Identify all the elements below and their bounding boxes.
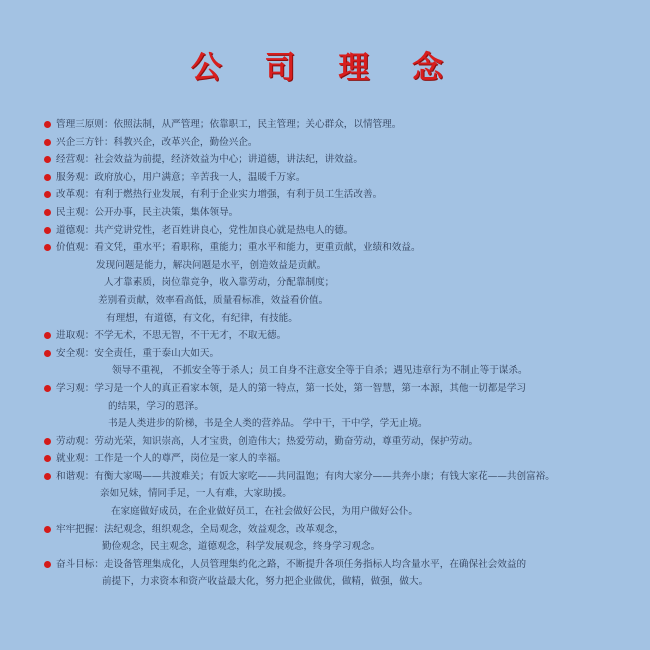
item-text: 民主观：公开办事，民主决策，集体领导。 — [56, 206, 239, 218]
list-item — [44, 468, 638, 521]
bullet-dot-icon — [44, 227, 51, 234]
bullet-dot-icon — [44, 156, 51, 163]
item-text: 经营观：社会效益为前提，经济效益为中心；讲道德，讲法纪，讲效益。 — [56, 154, 363, 166]
list-item — [44, 204, 638, 222]
item-text: 服务观：政府放心，用户满意；辛苦我一人，温暖千万家。 — [56, 171, 306, 183]
list-item — [44, 327, 638, 345]
list-item — [44, 222, 638, 240]
item-text: 价值观：看文凭，重水平；看职称，重能力；重水平和能力，更重贡献，业绩和效益。 — [56, 242, 421, 254]
list-item — [44, 116, 638, 134]
bullet-dot-icon — [44, 209, 51, 216]
item-continuation: 在家庭做好成员，在企业做好员工，在社会做好公民，为用户做好公仆。 — [111, 506, 418, 518]
list-item — [44, 134, 638, 152]
item-continuation: 前提下，力求资本和资产收益最大化，努力把企业做优，做精，做强，做大。 — [102, 576, 429, 588]
list-item — [44, 186, 638, 204]
list-item — [44, 556, 638, 591]
bullet-dot-icon — [44, 385, 51, 392]
item-continuation: 亲如兄妹，情同手足，一人有难，大家助援。 — [100, 488, 292, 500]
item-text: 进取观：不学无术，不思无智，不干无才，不取无德。 — [56, 330, 287, 342]
bullet-dot-icon — [44, 121, 51, 128]
list-item — [44, 380, 638, 433]
item-text: 学习观：学习是一个人的真正看家本领，是人的第一特点，第一长处，第一智慧，第一本源，其他一切都是学习 — [56, 382, 527, 394]
bullet-dot-icon — [44, 455, 51, 462]
bullet-dot-icon — [44, 350, 51, 357]
item-text: 奋斗目标：走设备管理集成化，人员管理集约化之路，不断提升各项任务指标人均含量水平，在确保社会效益的 — [56, 558, 527, 570]
item-text: 牢牢把握：法纪观念，组织观念，全局观念，效益观念，改革观念， — [56, 523, 344, 535]
list-item — [44, 239, 638, 327]
list-item — [44, 169, 638, 187]
item-continuation: 的结果，学习的恩泽。 — [108, 400, 204, 412]
list-item — [44, 433, 638, 451]
bullet-dot-icon — [44, 174, 51, 181]
item-continuation: 差别看贡献，效率看高低，质量看标准，效益看价值。 — [98, 294, 329, 306]
item-continuation: 人才靠素质，岗位靠竞争，收入靠劳动，分配靠制度； — [104, 277, 335, 289]
item-continuation: 领导不重视， 不抓安全等于杀人；员工自身不注意安全等于自杀；遇见违章行为不制止等于谋杀。 — [112, 365, 528, 377]
item-text: 改革观：有利于燃热行业发展，有利于企业实力增强，有利于员工生活改善。 — [56, 189, 383, 201]
bullet-dot-icon — [44, 244, 51, 251]
item-continuation: 勤俭观念，民主观念，道德观念，科学发展观念，终身学习观念。 — [102, 541, 381, 553]
item-text: 劳动观：劳动光荣，知识崇高，人才宝贵，创造伟大；热爱劳动，勤奋劳动，尊重劳动，保护劳动。 — [56, 435, 479, 447]
item-text: 和谐观：有衡大家喝——共渡难关；有饭大家吃——共同温饱；有肉大家分——共奔小康；有钱大家花——共创富裕。 — [56, 470, 555, 482]
item-continuation: 有理想，有道德，有文化，有纪律，有技能。 — [106, 312, 298, 324]
bullet-dot-icon — [44, 332, 51, 339]
item-text: 道德观：共产党讲党性，老百姓讲良心，党性加良心就是热电人的德。 — [56, 224, 354, 236]
item-continuation: 发现问题是能力，解决问题是水平，创造效益是贡献。 — [96, 259, 327, 271]
item-continuation: 书是人类进步的阶梯，书是全人类的营养品。 学中干，干中学，学无止境。 — [108, 418, 428, 430]
list-item — [44, 151, 638, 169]
bullet-dot-icon — [44, 473, 51, 480]
item-text: 兴企三方针：科教兴企，改革兴企，勤俭兴企。 — [56, 136, 258, 148]
bullet-dot-icon — [44, 191, 51, 198]
page-title: 公 司 理 念 — [190, 50, 460, 86]
bullet-dot-icon — [44, 438, 51, 445]
philosophy-list — [44, 116, 638, 591]
list-item — [44, 521, 638, 556]
bullet-dot-icon — [44, 139, 51, 146]
item-text: 安全观：安全责任，重于泰山大如天。 — [56, 347, 220, 359]
item-text: 就业观：工作是一个人的尊严，岗位是一家人的幸福。 — [56, 453, 287, 465]
item-text: 管理三原则：依照法制，从严管理；依靠职工，民主管理；关心群众，以情管理。 — [56, 119, 402, 130]
list-item — [44, 345, 638, 380]
bullet-dot-icon — [44, 526, 51, 533]
bullet-dot-icon — [44, 561, 51, 568]
list-item — [44, 450, 638, 468]
